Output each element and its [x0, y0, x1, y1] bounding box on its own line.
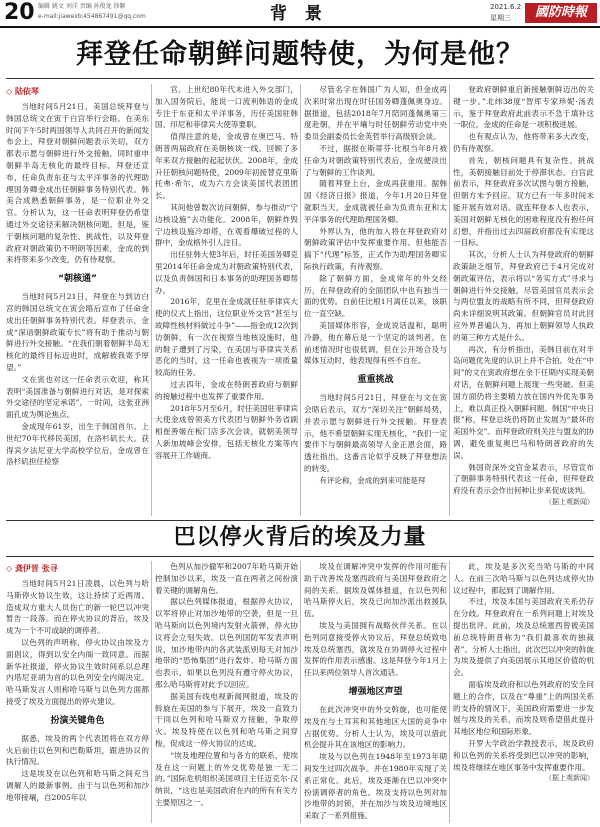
paragraph: 此，埃及是多次充当哈马斯的中间人。在前三次哈马斯与以色列达成停火协议过程中，都起到了调解作用。	[453, 562, 594, 595]
paragraph: 有评论称，金成的到来可能是拜	[319, 475, 426, 485]
paragraph: 再次，有分析指出，美韩目前在对半岛问题优先度的认识上并不合拍。处在“中间”的文在寅政府想在余下任期内实现美朝对话，在朝鲜问题上展现一些突破。但美国方面仍将主要精力放在国内外优先事务上，难以真正投入朝鲜问题。韩国“中央日报”称，拜登总统仍将防止发展为“最坏的美国外交”。而拜登政府则关注与盟友的协调，避免重复奥巴马和特朗普政府的失误。	[453, 344, 594, 460]
article1-headline: 拜登任命朝鲜问题特使，为何是他？	[76, 39, 524, 70]
paragraph: 官。上世纪80年代末进入外交部门，加入国务院后，能说一口流利韩语的金成专注于东亚和太平洋事务，历任美国驻韩国、印尼和菲律宾大使等要职。	[155, 85, 298, 130]
paragraph: 随着拜登上台，金成再获重用。据韩国《经济日报》报道，今年1月20日拜登就职当天，金成就被任命为负责东亚和太平洋事务的代理助理国务卿。	[304, 179, 447, 224]
paragraph: 也有观点认为，他将带来多大改变，仍有待观察。	[453, 132, 594, 153]
paragraph: 以色列的声明称，停火协议由埃及方面倡议，得到以安全内阁一致同意。而据新华社报道，停火协议生效时间系以总理内塔尼亚胡为首的以色列安全内阁决定。哈马斯发言人则称哈马斯与以色列方面都接受了埃及方面提出的停火建议。	[6, 637, 149, 706]
article2-column-2	[155, 561, 298, 823]
paragraph: 据悉，埃及的两个代表团将在双方停火后前往以色列和巴勒斯坦，跟进协议的执行情况。	[6, 733, 149, 767]
page-number: 20	[4, 0, 35, 25]
paragraph: 当地时间5月21日，拜登在与文在寅会晤后表示，双方“深切关注”朝鲜局势，并表示愿与朝鲜进行外交接触。拜登表示，他不希望朝鲜实现无核化，“我们一定要伴下与朝鲜最高领导人金正恩会面，路透社指出，这番言论似乎反映了拜登想法的转变。	[304, 393, 447, 473]
article1-column-3	[304, 84, 447, 516]
paragraph: 值得注意的是，金成曾在奥巴马、特朗普两届政府在美朝核谈一线。回顾了多年来双方接触的起起伏伏。2008年，金成升任朝核问题特使，2009年初接替克里斯托弗·希尔，成为六方会谈美国代表团团长。	[155, 132, 298, 201]
article1-source-credit: （据上观新闻）	[545, 497, 594, 506]
paragraph: 当地时间5月21日，拜登在与到访白宫的韩国总统文在寅会晤后宣布了任命金成出任朝鲜事务特别代表。拜登表示，金成“深谙朝鲜政策专长”将有助于推动与朝鲜进行外交接触。“在我们朝着朝鲜半岛无核化的最终目标迈进时，成解被我寄予厚望。”	[6, 292, 149, 372]
paragraph: 金成现年61岁，出生于韩国首尔。上世纪70年代移民美国，在洛杉矶长大。获得宾夕法尼亚大学高校学位后，金成曾在洛杉矶担任检察	[6, 421, 149, 467]
paragraph: 2018年5月至6月，时任美国驻菲律宾大使金成曾领美方代表团与朝鲜外务省副相崔善姬在板门店多次会谈，就朝美领导人新加坡峰会安排，包括无核化方案等内容展开工作磋商。	[155, 403, 298, 460]
paragraph: 埃及在调解冲突中发挥的作用可能有助于改善埃及塞西政府与美国拜登政府之间的关系。据埃及媒体报道，在以色列和哈马斯停火后，埃及已向加沙派出救援队伍。	[304, 562, 447, 619]
article1-column-1	[6, 84, 149, 516]
article2-column-1	[6, 561, 149, 823]
paragraph: 在此次冲突中的外交斡旋，也可能使埃及在与土耳其和其他地区大国的竞争中占据优势。分析人士认为，埃及可以借此机会提升其在该地区的影响力。	[304, 704, 447, 750]
paragraph: 当地时间5月21日，美国总统拜登与韩国总统文在寅于白宫举行会晤。在美东时间下午5时两国领导人共同召开的新闻发布会上，拜登对朝鲜问题表示关切，双方都表示愿与朝鲜进行外交接触，同时重申朝鲜半岛无核化的最终目标。拜登还宣布，任命负责东亚与太平洋事务的代理助理国务卿金成出任朝鲜事务特别代表。韩美合成熟悉朝鲜事务，是一位职业外交官。分析认为，这一任命表明拜登仍希望通过外交途径来解决朝核问题。但是，鉴于朝核问题的复杂性、挑战性，以及拜登政府对朝政策仍不明朗等因素，金成的到来将带来多少改变，仍有待观察。	[6, 102, 149, 265]
newspaper-logo: 國防時報	[525, 3, 597, 23]
paragraph: 色列从加沙撤军和2007年哈马斯开始控制加沙以来，埃及一直在两者之间扮演着关键的调解角色。	[155, 562, 298, 595]
paragraph: 当地时间5月21日凌晨，以色列与哈马斯停火协议生效，这让持续了近两周、造成双方重大人员伤亡的新一轮巴以冲突暂告一段落。而在停火协议的背后，埃及成为一个不可或缺的调停者。	[6, 579, 149, 636]
column-divider	[300, 84, 301, 516]
paragraph: 不过，埃及本国与美国政府关系仍存在分歧。拜登政府在一系列问题上对埃及提出批评。此前，埃及总统塞西曾被美国前总统特朗普称为“我们最喜欢的独裁者”。分析人士指出，此次巴以冲突的斡旋为埃及提供了向美国展示其地区价值的机会。	[453, 597, 594, 678]
article2-subhead-1: 扮演关键角色	[50, 715, 105, 726]
article1-subhead-1: “朝核通”	[58, 274, 97, 285]
editor-credits: 编辑 姚文 刘洋 责编 孙俊龙 徐颖	[38, 3, 126, 10]
issue-date: 2021.6.2	[490, 3, 522, 11]
article1-column-4	[453, 84, 594, 516]
section-title: 背 景	[270, 4, 328, 24]
paragraph: “埃及地理位置和与各方的联系，使埃及在这一问题上的外交优势是独一无二的。”国际危机组织美国项目主任迈克尔·汉纳说，“这也是美国政府在内的所有有关方主要原因之一。	[155, 750, 298, 807]
paragraph: 埃及与以色列在1948年至1973年期间发生过四次战争。并在1980年实现了关系正常化。此后，埃及逐渐在巴以冲突中扮演调停者的角色。埃及支持以色列对加沙地带的封锁，并在加沙与埃及边境地区采取了一系列措施。	[304, 752, 447, 821]
paragraph: 其次，分析人士认为拜登政府的朝鲜政策缺乏细节，拜登政府已于4月完成对朝政策评估，表示将以“务实方式”寻求与朝鲜进行外交接触，尽管美国官员表示会与两位盟友的战略有所不同，但拜登政府尚未详细说明其政策。但朝鲜官员对此回应外界普遍认为，再加上朝鲜领导人执政的第三种方式是什么。	[453, 250, 594, 342]
paragraph: 据以色列媒体报道，根据停火协议，以军将停止对加沙地带的空袭，但是一旦哈马斯向以色列境内发射火箭弹，停火协议将会立刻失效。以色列国防军发表声明说，加沙地带内的各武装派别每天对加沙地带的“恐怖集团”进行轰炸。哈马斯方面也表示，如果以色列没有遵守停火协议，那么哈马斯将对此予以回应。	[155, 597, 298, 689]
column-divider	[449, 84, 450, 516]
paragraph: 埃及与美国拥有战略伙伴关系。在以色列同意接受停火协议后，拜登总统致电埃及总统塞西，就埃及在协调停火过程中发挥的作用表示感谢。这是拜登今年1月上任以来两位领导人首次通话。	[304, 620, 447, 678]
article2-column-3	[304, 561, 447, 823]
paragraph: 首先，朝核问题具有复杂性、挑战性，美朝接触目前处于停滞状态。白宫此前表示，拜登政府多次试图与朝方接触，但朝方未予回应。双方已有一年多时间未能开展有效对话。就连拜登本人也表示，美国对朝鲜无核化的困难程度没有抱任何幻想，并指出过去四届政府都没有实现这一目标。	[453, 155, 594, 248]
paragraph: 2016年，克里在金成就任驻菲律宾大使的仪式上指出，这位职业外交官“甚至与故障性核材料做过斗争”——指金成12次到访朝鲜，有一次在视察当地核设施时，他的鞋子遭到了污染，在美国与菲律宾关系恶化的当时，这一任命也被视为一项质量较高的任务。	[155, 297, 298, 378]
headline-divider	[6, 556, 594, 557]
page-header	[0, 0, 600, 28]
column-divider	[151, 84, 152, 516]
paragraph: 出任驻韩大使3年后，时任美国务卿克里2014年任命金成为对朝政策特别代表，以及负责韩国和日本事务的助理国务卿帮办。	[155, 250, 298, 295]
article-separator	[6, 520, 594, 521]
paragraph: 其间他曾数次访问朝鲜，参与推动“宁边核设施”去功能化。2008年，朝鲜炸毁宁边核设施冷却塔，在观看爆破过程的人群中，金成格外引人注目。	[155, 202, 298, 248]
column-divider	[300, 561, 301, 823]
paragraph: 尽管名字在韩国广为人知，但金成再次来时常出现在时任国务卿蓬佩奥身边。据报道，包括2018年7月陪同蓬佩奥第三度赴朝，并在平壤与时任朝鲜劳动党中央委员会副委员长金英哲举行高级别会谈。	[304, 85, 447, 142]
paragraph: 不过，据报在斯蒂芬·比根当年8月被任命为对朝政策特别代表后，金成便淡出了与朝鲜的工作谈判。	[304, 143, 447, 177]
headline-divider	[6, 78, 594, 79]
paragraph: 文在寅也对这一任命表示欢迎，称其表明“美国准备与朝鲜进行对话，是对探索外交途径的坚定承诺”。一时间，这张亚洲面孔成为舆论焦点。	[6, 374, 149, 420]
paragraph: 这是埃及在以色列和哈马斯之间充当调解人的最新事例。由于与以色列和加沙地带接壤，自2005年以	[6, 769, 149, 802]
paragraph: 美国媒体形容，金成说话温和，聪明冷静，他在幕后是一个坚定的谈判者。在前述情况时也很低调，但在公开场合及与媒体互动时，他表现得有些不自在。	[304, 320, 447, 366]
paragraph: 据美国有线电视新闻网报道，埃及的斡旋在美国的参与下展开，埃及一直致力于同以色列和哈马斯双方接触，争取停火。埃及特使在以色列和哈马斯之间穿梭，促成这一停火协议的达成。	[155, 691, 298, 748]
issue-weekday: 星期三	[490, 14, 511, 22]
column-divider	[151, 561, 152, 823]
article1-byline: ◇ 陆依琴	[6, 87, 39, 96]
paragraph: 开罗大学政治学教授表示，埃及政府和以色列的关系将受到巴以冲突的影响，埃及将继续在地区事务中发挥重要作用。	[453, 738, 594, 772]
article1-column-2	[155, 84, 298, 516]
paragraph: 韩国资深外交官金某表示，尽管宣布了朝鲜事务特别代表这一任命，但拜登政府没有表示会作出何种让步来促成谈判。	[453, 462, 594, 496]
article2-column-4	[453, 561, 594, 823]
article2-byline: ◇ 龚伊晋 张寻	[6, 564, 58, 573]
paragraph: 面临埃及政府和以色列政府的安全问题上的合作，以及在“尊重”上的两国关系的支持的情况下，美国政府需要进一步发展与埃及的关系，而埃及则希望借此提升其地区地位和国际形象。	[453, 679, 594, 737]
paragraph: 外界认为，他的加入将在拜登政府对朝鲜政策评估中发挥重要作用。但他能否搞下“代理”标签，正式作为助理国务卿实际执行政策，有待观察。	[304, 226, 447, 271]
paragraph: 登政府朝鲜重启新接触朝鲜迈出的关键一步。”北纬38度“智库专家珍妮·汤表示，鉴于拜登政府此前表示不急于填补这一职位，金成的任命是一项积极进展。	[453, 85, 594, 130]
article2-headline: 巴以停火背后的埃及力量	[173, 525, 427, 550]
paragraph: 除了朝鲜方面，金成常年的外交经历，在拜登政府的全面团队中也有独当一面的优势。自前任比根1月离任以来，该职位一直空缺。	[304, 273, 447, 319]
article2-source-credit: （据上观新闻）	[545, 774, 594, 783]
paragraph: 过去四年，金成在特朗普政府与朝鲜的接触过程中也发挥了重要作用。	[155, 379, 298, 401]
article1-subhead-2: 重重挑战	[357, 375, 394, 386]
article2-subhead-2: 增强地区声望	[348, 686, 403, 697]
column-divider	[449, 561, 450, 823]
editor-email: e-mail:jiaweidc454867491@qq.com	[38, 13, 146, 20]
